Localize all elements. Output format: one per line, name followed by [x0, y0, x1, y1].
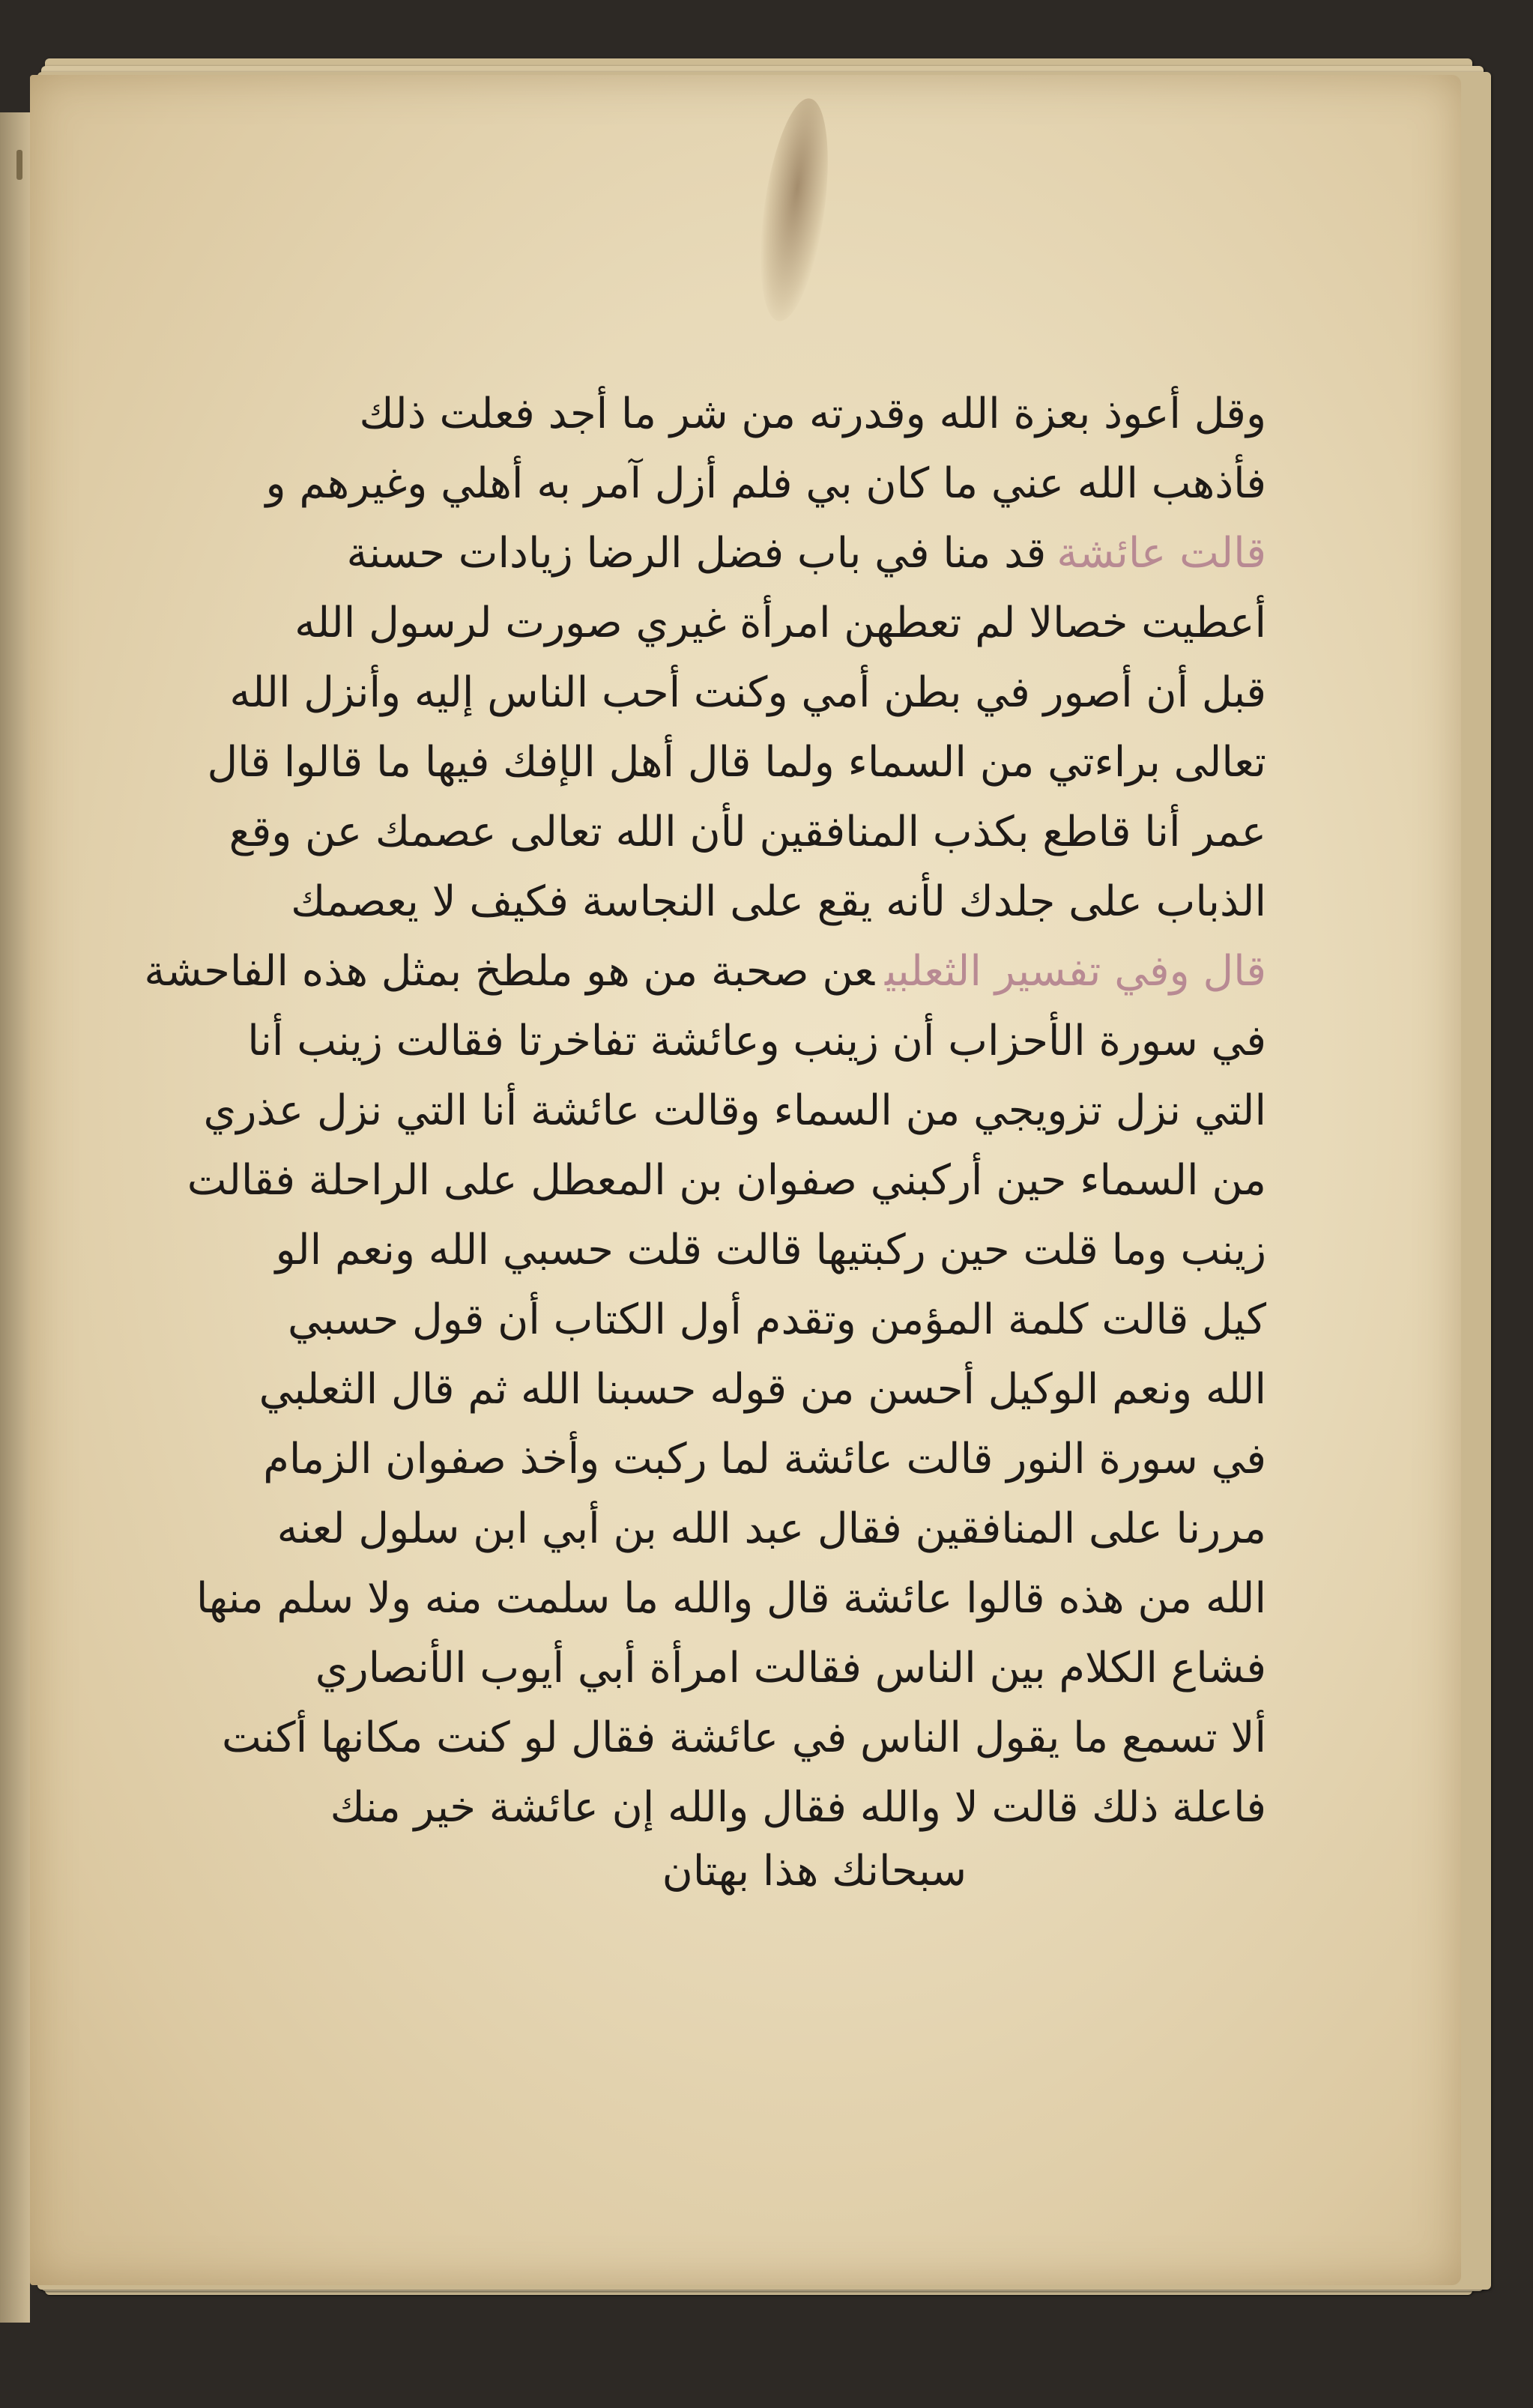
rubric-heading: قالت عائشة	[1056, 529, 1266, 578]
text-line: الله ونعم الوكيل أحسن من قوله حسبنا الله ثم قال الثعلبي	[258, 1365, 1266, 1414]
text-line: قبل أن أصور في بطن أمي وكنت أحب الناس إليه وأنزل الله	[229, 668, 1266, 717]
text-line: فشاع الكلام بين الناس فقالت امرأة أبي أيوب الأنصاري	[315, 1644, 1266, 1692]
text-line-last: سبحانك هذا بهتان	[662, 1847, 967, 1896]
text-line: مررنا على المنافقين فقال عبد الله بن أبي ابن سلول لعنه	[276, 1504, 1266, 1553]
text-line: من السماء حين أركبني صفوان بن المعطل على الراحلة فقالت	[187, 1156, 1266, 1205]
rubric-heading: قال وفي تفسير الثعلبي	[885, 947, 1266, 996]
text-line: أعطيت خصالا لم تعطهن امرأة غيري صورت لرسول الله	[294, 599, 1266, 647]
facing-page-edge	[0, 112, 30, 2323]
text-line: زينب وما قلت حين ركبتيها قالت قلت حسبي الله ونعم الو	[275, 1226, 1266, 1274]
text-line: فاعلة ذلك قالت لا والله فقال والله إن عائشة خير منك	[330, 1783, 1266, 1832]
binding-thread	[16, 150, 22, 180]
text-line: في سورة النور قالت عائشة لما ركبت وأخذ صفوان الزمام	[263, 1435, 1266, 1483]
ink-stain	[749, 94, 840, 325]
text-line: التي نزل تزويجي من السماء وقالت عائشة أنا التي نزل عذري	[203, 1086, 1266, 1135]
text-line: وقل أعوذ بعزة الله وقدرته من شر ما أجد فعلت ذلك	[359, 390, 1266, 438]
text-line: الذباب على جلدك لأنه يقع على النجاسة فكيف لا يعصمك	[291, 877, 1266, 926]
text-line: تعالى براءتي من السماء ولما قال أهل الإفك فيها ما قالوا قال	[207, 738, 1266, 787]
text-line: كيل قالت كلمة المؤمن وتقدم أول الكتاب أن قول حسبي	[288, 1295, 1266, 1344]
text-line: قال وفي تفسير الثعلبيعن صحبة من هو ملطخ بمثل هذه الفاحشة	[144, 947, 1266, 996]
text-line: ألا تسمع ما يقول الناس في عائشة فقال لو كنت مكانها أكنت	[222, 1713, 1266, 1762]
text-line: الله من هذه قالوا عائشة قال والله ما سلمت منه ولا سلم منها	[196, 1574, 1266, 1623]
manuscript-page	[30, 75, 1461, 2285]
text-line: فأذهب الله عني ما كان بي فلم أزل آمر به أهلي وغيرهم و	[265, 459, 1266, 508]
text-line: عمر أنا قاطع بكذب المنافقين لأن الله تعالى عصمك عن وقع	[229, 808, 1266, 856]
text-line: في سورة الأحزاب أن زينب وعائشة تفاخرتا فقالت زينب أنا	[247, 1017, 1266, 1065]
text-line: قالت عائشةقد منا في باب فضل الرضا زيادات حسنة	[346, 529, 1266, 578]
